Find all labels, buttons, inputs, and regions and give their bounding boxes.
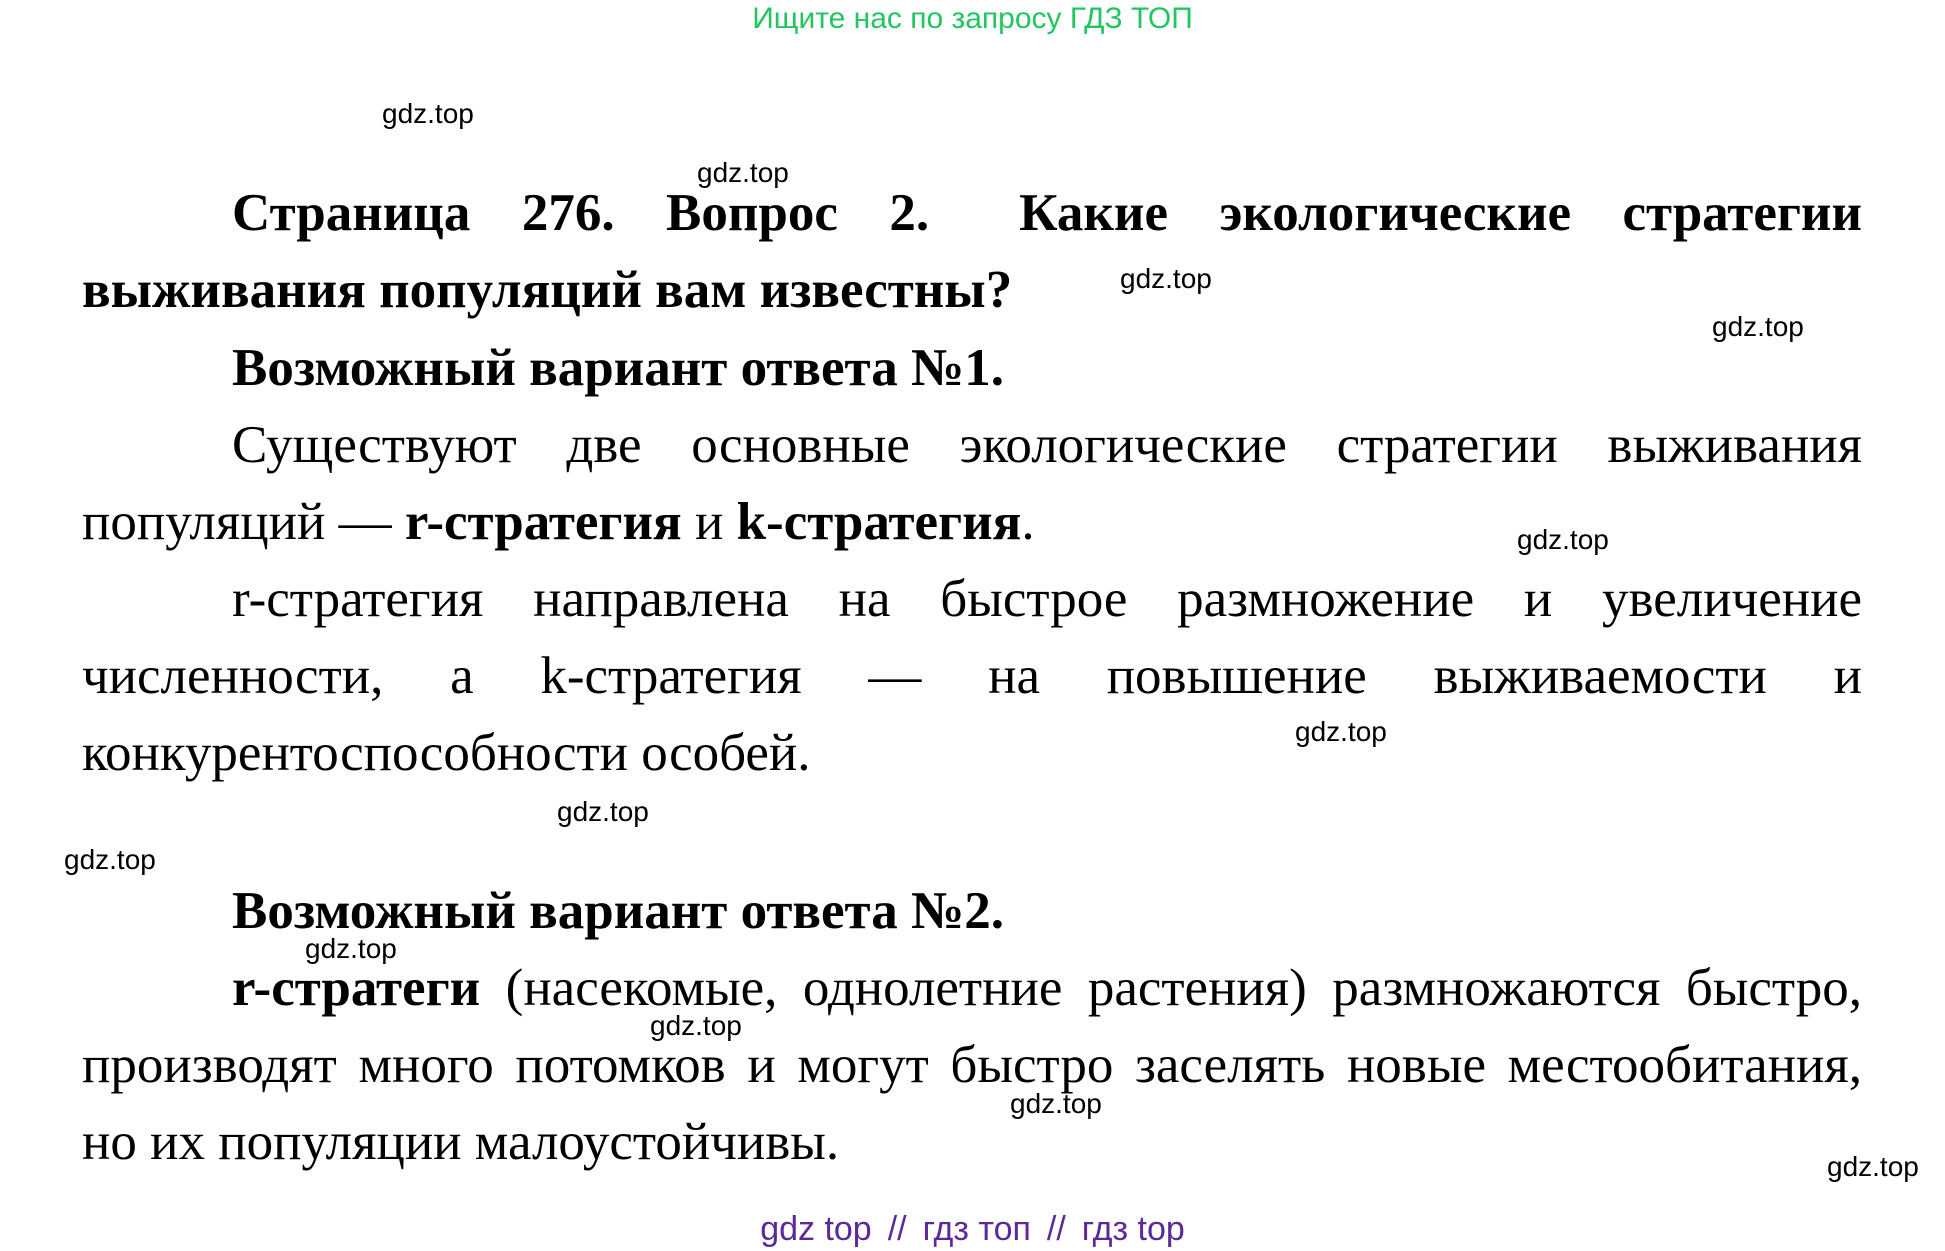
watermark: gdz.top [697, 157, 789, 188]
footer-separator: // [887, 1210, 907, 1248]
k-strategy-term: k-стратегия [736, 493, 1022, 551]
r-strategists-term: r-стратеги [232, 959, 481, 1017]
r-strategy-term: r-стратегия [404, 493, 682, 551]
footer-links [0, 1210, 1945, 1249]
footer-separator: // [1046, 1210, 1066, 1248]
answer-1-heading: Возможный вариант ответа №1. [232, 339, 1004, 397]
question-text: Какие экологические стратегии выживания популяций вам известны? [82, 184, 1863, 319]
watermark: gdz.top [1712, 311, 1804, 342]
watermark: gdz.top [382, 98, 474, 129]
watermark: gdz.top [650, 1010, 742, 1041]
answer-1-paragraph-2: r-стратегия направлена на быстрое размножение и увеличение численности, а k-стратегия — на повышение выживаемости и конкурентоспособности особей. [82, 570, 1862, 782]
search-banner: Ищите нас по запросу ГДЗ ТОП [752, 2, 1193, 35]
watermark: gdz.top [1295, 716, 1387, 747]
watermark: gdz.top [1120, 263, 1212, 294]
answer-2-paragraph: r-стратеги (насекомые, однолетние растения) размножаются быстро, производят много потомков и могут быстро заселять новые местообитания, но их популяции малоустойчивы. [82, 959, 1862, 1171]
watermark: gdz.top [1827, 1151, 1919, 1182]
footer-link-gdz-top-cyrillic[interactable]: гдз топ [922, 1210, 1031, 1248]
footer-link-gdz-top-mixed[interactable]: гдз top [1081, 1210, 1185, 1248]
watermark: gdz.top [1010, 1088, 1102, 1119]
footer-link-gdz-top[interactable]: gdz top [760, 1210, 872, 1248]
watermark: gdz.top [305, 933, 397, 964]
question-paragraph [82, 175, 1862, 329]
answer-2-heading: Возможный вариант ответа №2. [232, 882, 1004, 940]
watermark: gdz.top [557, 796, 649, 827]
watermark: gdz.top [64, 844, 156, 875]
watermark: gdz.top [1517, 524, 1609, 555]
question-label: Страница 276. Вопрос 2. [232, 184, 930, 242]
answer-1-paragraph-1: Существуют две основные экологические стратегии выживания популяций — r-стратегия и k-стратегия. [82, 416, 1862, 551]
